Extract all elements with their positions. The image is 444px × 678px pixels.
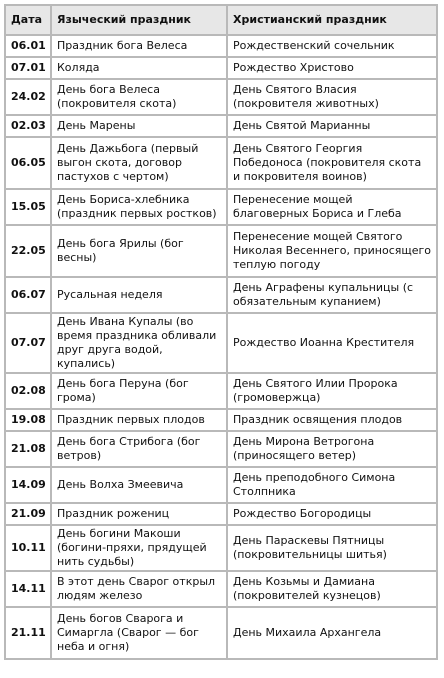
table-row [5, 115, 437, 137]
christian-holiday-cell: Рождество Христово [227, 57, 437, 79]
date-cell: 21.08 [5, 431, 51, 467]
table-row [5, 313, 437, 373]
date-cell: 02.03 [5, 115, 51, 137]
pagan-holiday-cell: Коляда [51, 57, 227, 79]
column-header-christian: Христианский праздник [227, 5, 437, 35]
christian-holiday-cell: День Параскевы Пятницы (покровительницы шитья) [227, 525, 437, 571]
date-cell: 02.08 [5, 373, 51, 409]
pagan-holiday-cell: Праздник бога Велеса [51, 35, 227, 57]
christian-holiday-cell: День Михаила Архангела [227, 607, 437, 659]
pagan-holiday-cell: День Марены [51, 115, 227, 137]
table-row [5, 35, 437, 57]
date-cell: 15.05 [5, 189, 51, 225]
table-row [5, 409, 437, 431]
christian-holiday-cell: Перенесение мощей Святого Николая Весеннего, приносящего теплую погоду [227, 225, 437, 277]
table-row [5, 525, 437, 571]
table-header-row [5, 5, 437, 35]
date-cell: 06.01 [5, 35, 51, 57]
pagan-holiday-cell: Праздник первых плодов [51, 409, 227, 431]
christian-holiday-cell: День Святого Илии Пророка (громовержца) [227, 373, 437, 409]
date-cell: 14.11 [5, 571, 51, 607]
table-row [5, 467, 437, 503]
table-row [5, 571, 437, 607]
table-row [5, 79, 437, 115]
pagan-holiday-cell: День богини Макоши (богини-пряхи, прядущей нить судьбы) [51, 525, 227, 571]
date-cell: 06.07 [5, 277, 51, 313]
pagan-holiday-cell: Праздник рожениц [51, 503, 227, 525]
table-row [5, 607, 437, 659]
table-row [5, 373, 437, 409]
date-cell: 14.09 [5, 467, 51, 503]
date-cell: 21.09 [5, 503, 51, 525]
pagan-holiday-cell: День бога Перуна (бог грома) [51, 373, 227, 409]
pagan-holiday-cell: Русальная неделя [51, 277, 227, 313]
date-cell: 07.01 [5, 57, 51, 79]
date-cell: 24.02 [5, 79, 51, 115]
date-cell: 19.08 [5, 409, 51, 431]
pagan-holiday-cell: День бога Стрибога (бог ветров) [51, 431, 227, 467]
christian-holiday-cell: День Святого Георгия Победоноса (покровителя скота и покровителя воинов) [227, 137, 437, 189]
date-cell: 21.11 [5, 607, 51, 659]
christian-holiday-cell: Перенесение мощей благоверных Бориса и Глеба [227, 189, 437, 225]
christian-holiday-cell: День преподобного Симона Столпника [227, 467, 437, 503]
pagan-holiday-cell: День Волха Змеевича [51, 467, 227, 503]
pagan-holiday-cell: День Бориса-хлебника (праздник первых ростков) [51, 189, 227, 225]
pagan-holiday-cell: День бога Велеса (покровителя скота) [51, 79, 227, 115]
table-row [5, 189, 437, 225]
table-row [5, 277, 437, 313]
pagan-holiday-cell: День богов Сварога и Симаргла (Сварог — бог неба и огня) [51, 607, 227, 659]
date-cell: 22.05 [5, 225, 51, 277]
table-row [5, 503, 437, 525]
table-row [5, 431, 437, 467]
table-row [5, 225, 437, 277]
column-header-pagan: Языческий праздник [51, 5, 227, 35]
pagan-holiday-cell: День Дажьбога (первый выгон скота, договор пастухов с чертом) [51, 137, 227, 189]
christian-holiday-cell: Рождество Богородицы [227, 503, 437, 525]
christian-holiday-cell: День Святой Марианны [227, 115, 437, 137]
column-header-date: Дата [5, 5, 51, 35]
christian-holiday-cell: Праздник освящения плодов [227, 409, 437, 431]
christian-holiday-cell: День Аграфены купальницы (с обязательным купанием) [227, 277, 437, 313]
date-cell: 06.05 [5, 137, 51, 189]
christian-holiday-cell: День Мирона Ветрогона (приносящего ветер) [227, 431, 437, 467]
christian-holiday-cell: День Козьмы и Дамиана (покровителей кузнецов) [227, 571, 437, 607]
pagan-holiday-cell: В этот день Сварог открыл людям железо [51, 571, 227, 607]
pagan-holiday-cell: День бога Ярилы (бог весны) [51, 225, 227, 277]
christian-holiday-cell: Рождественский сочельник [227, 35, 437, 57]
date-cell: 10.11 [5, 525, 51, 571]
table-row [5, 137, 437, 189]
christian-holiday-cell: День Святого Власия (покровителя животных) [227, 79, 437, 115]
christian-holiday-cell: Рождество Иоанна Крестителя [227, 313, 437, 373]
pagan-holiday-cell: День Ивана Купалы (во время праздника обливали друг друга водой, купались) [51, 313, 227, 373]
table-row [5, 57, 437, 79]
date-cell: 07.07 [5, 313, 51, 373]
holidays-table [4, 4, 438, 660]
